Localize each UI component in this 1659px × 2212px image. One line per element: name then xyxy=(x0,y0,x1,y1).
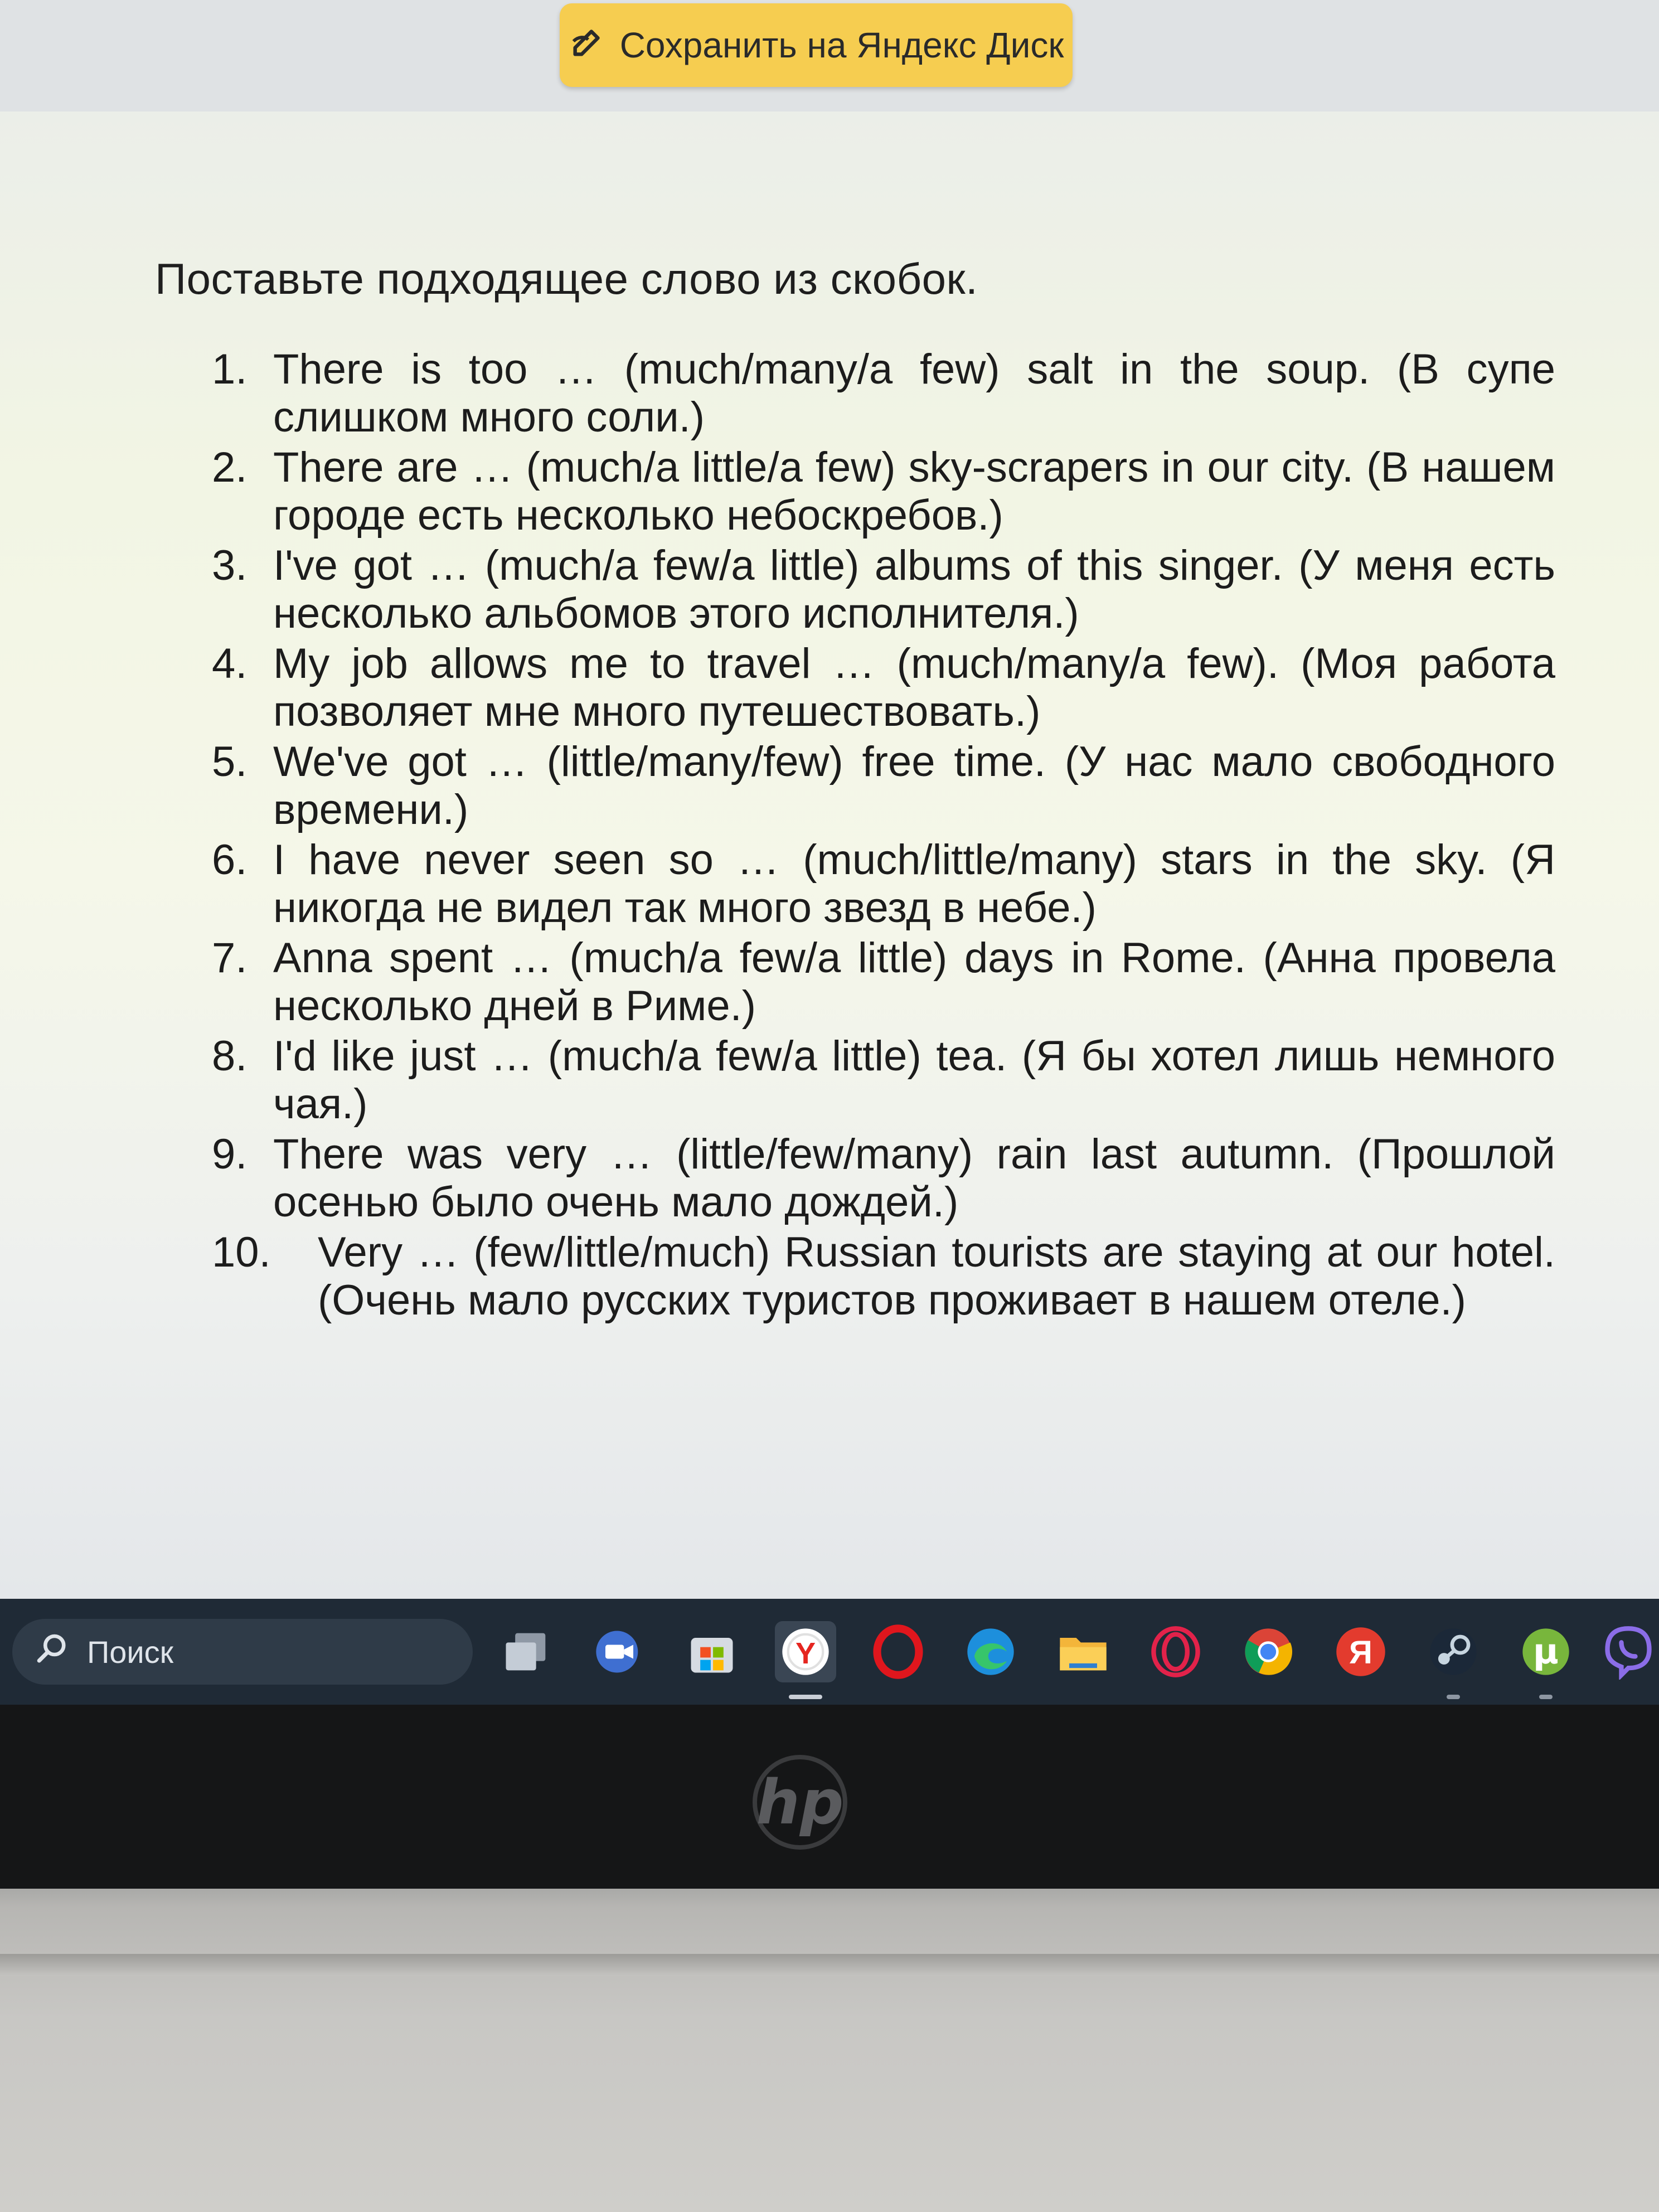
list-item xyxy=(212,1229,1555,1325)
search-placeholder: Поиск xyxy=(87,1634,174,1670)
list-item xyxy=(212,738,1555,834)
list-item xyxy=(212,836,1555,932)
open-app-indicator xyxy=(1539,1695,1553,1699)
utorrent-letter: µ xyxy=(1533,1631,1559,1672)
opera-icon[interactable] xyxy=(867,1621,929,1682)
exercise-list xyxy=(212,346,1555,1327)
item-number: 4. xyxy=(212,640,248,687)
active-app-indicator xyxy=(789,1695,822,1699)
list-item xyxy=(212,1131,1555,1226)
item-number: 6. xyxy=(212,836,248,884)
steam-icon[interactable] xyxy=(1423,1621,1484,1682)
item-number: 9. xyxy=(212,1131,248,1178)
laptop-chassis xyxy=(0,1889,1659,2212)
taskbar-search-box[interactable] xyxy=(12,1619,473,1685)
disk-pencil-icon xyxy=(569,22,608,69)
yandex-browser-icon[interactable] xyxy=(775,1621,836,1682)
item-number: 10. xyxy=(212,1229,271,1276)
list-item xyxy=(212,1032,1555,1128)
list-item xyxy=(212,640,1555,736)
item-text: I'd like just … (much/a few/a little) tea. (Я бы хотел лишь немного чая.) xyxy=(273,1032,1555,1128)
document-page xyxy=(0,111,1659,1599)
laptop-hinge-edge xyxy=(0,1954,1659,1976)
item-text: I've got … (much/a few/a little) albums of this singer. (У меня есть несколько альбомов этого исполнителя.) xyxy=(273,542,1555,637)
utorrent-icon[interactable] xyxy=(1515,1621,1576,1682)
item-number: 2. xyxy=(212,444,248,491)
item-number: 8. xyxy=(212,1032,248,1080)
search-icon xyxy=(35,1630,71,1674)
save-button-label: Сохранить на Яндекс Диск xyxy=(619,25,1064,65)
list-item xyxy=(212,346,1555,442)
item-text: Very … (few/little/much) Russian tourists are staying at our hotel. (Очень мало русских туристов проживает в нашем отеле.) xyxy=(318,1229,1555,1324)
opera-gx-icon[interactable] xyxy=(1145,1621,1206,1682)
item-text: There is too … (much/many/a few) salt in the soup. (В супе слишком много соли.) xyxy=(273,346,1555,441)
viber-icon[interactable] xyxy=(1598,1621,1659,1682)
item-number: 5. xyxy=(212,738,248,785)
yandex-browser-letter: Y xyxy=(795,1636,816,1670)
task-view-icon[interactable] xyxy=(496,1621,557,1682)
open-app-indicator xyxy=(1447,1695,1460,1699)
list-item xyxy=(212,542,1555,638)
item-number: 1. xyxy=(212,346,248,393)
item-number: 7. xyxy=(212,934,248,982)
list-item xyxy=(212,444,1555,540)
chrome-icon[interactable] xyxy=(1238,1621,1299,1682)
yandex-icon[interactable] xyxy=(1330,1621,1391,1682)
hp-logo: hp xyxy=(753,1755,847,1850)
item-text: There are … (much/a little/a few) sky-scrapers in our city. (В нашем городе есть несколько небоскребов.) xyxy=(273,444,1555,539)
item-text: Anna spent … (much/a few/a little) days in Rome. (Анна провела несколько дней в Риме.) xyxy=(273,934,1555,1030)
save-to-yandex-disk-button[interactable] xyxy=(560,3,1073,87)
item-number: 3. xyxy=(212,542,248,589)
edge-icon[interactable] xyxy=(960,1621,1021,1682)
taskbar xyxy=(0,1599,1659,1705)
exercise-heading: Поставьте подходящее слово из скобок. xyxy=(155,254,978,303)
meet-icon[interactable] xyxy=(589,1621,650,1682)
store-icon[interactable] xyxy=(681,1621,743,1682)
item-text: We've got … (little/many/few) free time. (У нас мало свободного времени.) xyxy=(273,738,1555,833)
file-explorer-icon[interactable] xyxy=(1052,1621,1114,1682)
yandex-letter: Я xyxy=(1349,1634,1372,1671)
list-item xyxy=(212,934,1555,1030)
item-text: I have never seen so … (much/little/many) stars in the sky. (Я никогда не видел так много звезд в небе.) xyxy=(273,836,1555,932)
item-text: My job allows me to travel … (much/many/a few). (Моя работа позволяет мне много путешествовать.) xyxy=(273,640,1555,735)
item-text: There was very … (little/few/many) rain last autumn. (Прошлой осенью было очень мало дождей.) xyxy=(273,1131,1555,1226)
